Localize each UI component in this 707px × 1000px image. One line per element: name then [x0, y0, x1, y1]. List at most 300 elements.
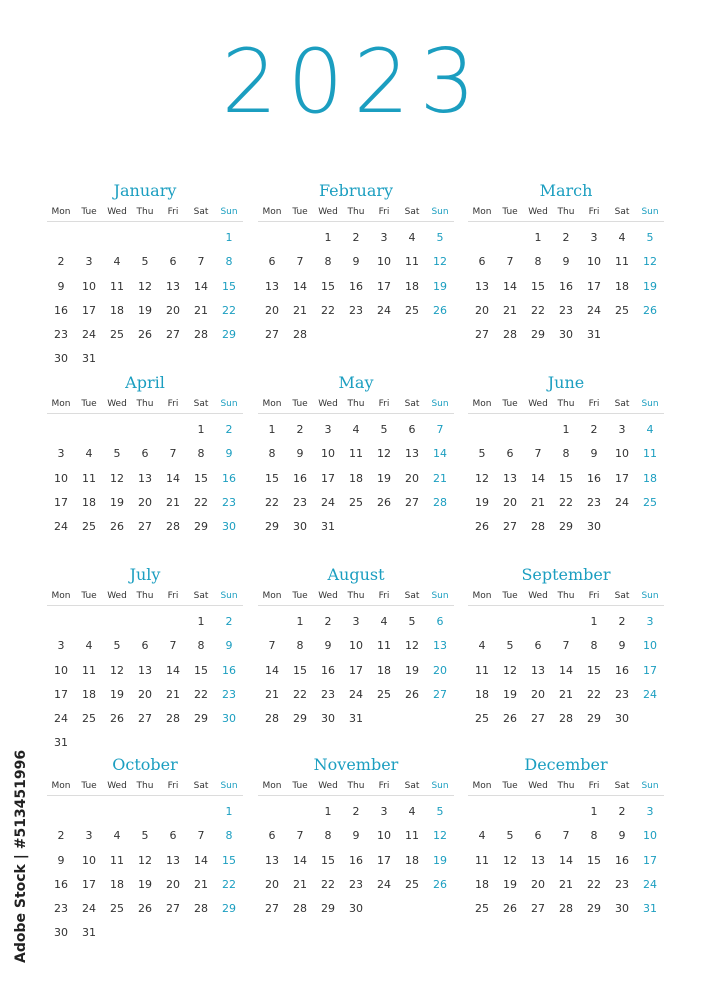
stock-watermark [10, 749, 32, 970]
day-cell: 27 [166, 328, 180, 342]
month-grid [258, 204, 454, 347]
month-grid [468, 396, 664, 539]
empty-day-cell [468, 226, 496, 250]
day-cell: 19 [110, 495, 124, 509]
empty-day-cell [496, 610, 524, 634]
weekday-header: Tue [502, 399, 518, 409]
day-cell: 16 [321, 663, 335, 677]
day-cell: 13 [503, 471, 517, 485]
day-cell: 9 [324, 639, 332, 653]
day-cell: 2 [618, 615, 626, 628]
day-cell: 25 [615, 303, 629, 317]
month-grid [258, 588, 454, 731]
day-cell: 10 [587, 255, 601, 269]
day-cell: 12 [138, 853, 152, 867]
day-cell: 29 [194, 520, 208, 534]
day-cell: 21 [559, 687, 573, 701]
day-cell: 27 [475, 328, 489, 342]
day-cell: 11 [82, 663, 96, 677]
day-cell: 4 [478, 639, 486, 653]
day-cell: 3 [324, 423, 332, 436]
day-cell: 16 [587, 471, 601, 485]
empty-day-cell [47, 800, 75, 824]
day-cell: 31 [349, 712, 363, 726]
month-grid [47, 396, 243, 539]
sunday-day-cell: 7 [436, 423, 444, 436]
header-divider [47, 413, 243, 414]
day-cell: 4 [408, 231, 416, 244]
header-divider [258, 795, 454, 796]
day-cell: 15 [194, 471, 208, 485]
day-cell: 8 [590, 829, 598, 843]
header-divider [47, 795, 243, 796]
weekday-header: Sat [193, 591, 209, 601]
day-cell: 28 [293, 902, 307, 916]
sunday-day-cell: 25 [643, 495, 657, 509]
weekday-header: Tue [292, 781, 308, 791]
day-cell: 9 [618, 639, 626, 653]
weekday-header: Thu [557, 399, 575, 409]
sunday-day-cell: 1 [225, 805, 233, 818]
weekday-header: Thu [347, 207, 365, 217]
day-cell: 28 [559, 902, 573, 916]
day-cell: 14 [293, 279, 307, 293]
weekday-header: Sat [404, 781, 420, 791]
day-cell: 21 [194, 303, 208, 317]
day-cell: 17 [82, 877, 96, 891]
day-cell: 20 [531, 687, 545, 701]
weekday-header: Sun [641, 591, 659, 601]
weekday-header: Tue [292, 399, 308, 409]
day-cell: 18 [475, 687, 489, 701]
day-cell: 30 [615, 712, 629, 726]
day-cell: 17 [54, 495, 68, 509]
day-cell: 3 [85, 255, 93, 269]
sunday-day-cell: 29 [222, 328, 236, 342]
day-cell: 24 [82, 328, 96, 342]
weekday-header: Thu [347, 591, 365, 601]
day-cell: 9 [618, 829, 626, 843]
header-divider [468, 605, 664, 606]
empty-day-cell [131, 226, 159, 250]
day-cell: 18 [405, 853, 419, 867]
day-cell: 16 [559, 279, 573, 293]
weekday-header: Sun [431, 781, 449, 791]
day-cell: 26 [405, 687, 419, 701]
empty-day-cell [258, 226, 286, 250]
weekday-header: Wed [528, 399, 548, 409]
day-cell: 21 [293, 303, 307, 317]
day-cell: 10 [377, 255, 391, 269]
weekday-header: Sun [220, 781, 238, 791]
day-cell: 10 [321, 447, 335, 461]
day-cell: 2 [562, 231, 570, 244]
month-march [468, 178, 664, 347]
day-cell: 19 [138, 877, 152, 891]
weekday-header: Tue [502, 207, 518, 217]
day-cell: 24 [377, 303, 391, 317]
day-cell: 24 [54, 712, 68, 726]
day-cell: 25 [377, 687, 391, 701]
day-cell: 23 [615, 687, 629, 701]
weekday-header: Tue [292, 591, 308, 601]
month-june [468, 370, 664, 539]
day-cell: 8 [324, 829, 332, 843]
sunday-day-cell: 11 [643, 447, 657, 461]
sunday-day-cell: 31 [643, 902, 657, 916]
stock-watermark-text: Adobe Stock | #513451996 [13, 749, 29, 963]
month-april [47, 370, 243, 539]
day-cell: 12 [503, 853, 517, 867]
month-may [258, 370, 454, 539]
day-cell: 3 [590, 231, 598, 244]
header-divider [258, 413, 454, 414]
weekday-header: Wed [528, 781, 548, 791]
day-cell: 23 [54, 902, 68, 916]
day-cell: 18 [405, 279, 419, 293]
header-divider [47, 605, 243, 606]
sunday-day-cell: 27 [433, 687, 447, 701]
day-cell: 20 [503, 495, 517, 509]
day-cell: 28 [166, 712, 180, 726]
month-october [47, 752, 243, 946]
weekday-header: Tue [81, 207, 97, 217]
day-cell: 26 [138, 902, 152, 916]
day-cell: 11 [377, 639, 391, 653]
day-cell: 11 [475, 663, 489, 677]
day-cell: 25 [475, 712, 489, 726]
day-cell: 26 [110, 712, 124, 726]
sunday-day-cell: 1 [225, 231, 233, 244]
day-cell: 21 [559, 877, 573, 891]
day-cell: 1 [590, 615, 598, 628]
day-cell: 23 [349, 877, 363, 891]
day-cell: 7 [169, 639, 177, 653]
day-cell: 24 [54, 520, 68, 534]
day-cell: 20 [405, 471, 419, 485]
weekday-header: Wed [318, 591, 338, 601]
day-cell: 21 [265, 687, 279, 701]
day-cell: 15 [559, 471, 573, 485]
weekday-header: Tue [81, 591, 97, 601]
day-cell: 24 [587, 303, 601, 317]
sunday-day-cell: 29 [222, 902, 236, 916]
day-cell: 25 [82, 712, 96, 726]
day-cell: 12 [110, 663, 124, 677]
empty-day-cell [496, 800, 524, 824]
day-cell: 11 [615, 255, 629, 269]
day-cell: 22 [559, 495, 573, 509]
empty-day-cell [468, 418, 496, 442]
day-cell: 18 [377, 663, 391, 677]
day-cell: 19 [503, 687, 517, 701]
day-cell: 2 [57, 829, 65, 843]
weekday-header: Sun [220, 207, 238, 217]
day-cell: 20 [138, 495, 152, 509]
sunday-day-cell: 9 [225, 447, 233, 461]
month-title: November [313, 755, 399, 774]
day-cell: 8 [590, 639, 598, 653]
day-cell: 29 [531, 328, 545, 342]
day-cell: 5 [506, 829, 514, 843]
month-title: March [539, 181, 593, 200]
month-title: February [318, 181, 394, 200]
day-cell: 22 [194, 687, 208, 701]
weekday-header: Wed [107, 399, 127, 409]
sunday-day-cell: 30 [222, 712, 236, 726]
day-cell: 19 [405, 663, 419, 677]
day-cell: 4 [352, 423, 360, 436]
day-cell: 30 [321, 712, 335, 726]
weekday-header: Sat [614, 207, 630, 217]
day-cell: 20 [531, 877, 545, 891]
weekday-header: Fri [378, 781, 390, 791]
weekday-header: Sun [431, 207, 449, 217]
weekday-header: Fri [167, 207, 179, 217]
day-cell: 23 [349, 303, 363, 317]
weekday-header: Tue [81, 399, 97, 409]
day-cell: 12 [405, 639, 419, 653]
day-cell: 16 [54, 303, 68, 317]
day-cell: 30 [293, 520, 307, 534]
day-cell: 13 [405, 447, 419, 461]
day-cell: 23 [321, 687, 335, 701]
weekday-header: Wed [107, 591, 127, 601]
day-cell: 24 [321, 495, 335, 509]
day-cell: 8 [562, 447, 570, 461]
day-cell: 15 [293, 663, 307, 677]
day-cell: 30 [54, 926, 68, 940]
month-title: June [547, 373, 585, 392]
weekday-header: Mon [262, 399, 282, 409]
day-cell: 31 [321, 520, 335, 534]
sunday-day-cell: 26 [433, 303, 447, 317]
day-cell: 16 [349, 853, 363, 867]
day-cell: 13 [138, 471, 152, 485]
weekday-header: Sat [193, 207, 209, 217]
sunday-day-cell: 8 [225, 255, 233, 269]
weekday-header: Fri [378, 399, 390, 409]
day-cell: 17 [377, 279, 391, 293]
day-cell: 7 [197, 829, 205, 843]
empty-day-cell [75, 418, 103, 442]
day-cell: 11 [405, 829, 419, 843]
day-cell: 6 [534, 829, 542, 843]
day-cell: 27 [138, 520, 152, 534]
weekday-header: Sun [431, 399, 449, 409]
sunday-day-cell: 3 [646, 805, 654, 818]
day-cell: 19 [503, 877, 517, 891]
day-cell: 27 [138, 712, 152, 726]
day-cell: 29 [194, 712, 208, 726]
day-cell: 28 [559, 712, 573, 726]
weekday-header: Thu [347, 399, 365, 409]
sunday-day-cell: 30 [222, 520, 236, 534]
day-cell: 4 [380, 615, 388, 628]
month-grid [47, 588, 243, 756]
day-cell: 10 [615, 447, 629, 461]
day-cell: 5 [408, 615, 416, 628]
day-cell: 31 [82, 352, 96, 366]
empty-day-cell [552, 800, 580, 824]
sunday-day-cell: 18 [643, 471, 657, 485]
month-january [47, 178, 243, 372]
day-cell: 21 [194, 877, 208, 891]
sunday-day-cell: 4 [646, 423, 654, 436]
day-cell: 6 [141, 639, 149, 653]
day-cell: 6 [169, 829, 177, 843]
day-cell: 20 [265, 877, 279, 891]
day-cell: 16 [615, 663, 629, 677]
sunday-day-cell: 12 [433, 255, 447, 269]
day-cell: 9 [590, 447, 598, 461]
weekday-header: Wed [318, 399, 338, 409]
day-cell: 29 [293, 712, 307, 726]
sunday-day-cell: 10 [643, 829, 657, 843]
day-cell: 29 [265, 520, 279, 534]
day-cell: 11 [110, 279, 124, 293]
weekday-header: Sun [220, 591, 238, 601]
sunday-day-cell: 23 [222, 495, 236, 509]
month-grid [47, 778, 243, 946]
day-cell: 14 [166, 471, 180, 485]
day-cell: 20 [166, 303, 180, 317]
sunday-day-cell: 12 [643, 255, 657, 269]
day-cell: 26 [503, 712, 517, 726]
day-cell: 7 [268, 639, 276, 653]
day-cell: 10 [82, 853, 96, 867]
day-cell: 6 [478, 255, 486, 269]
weekday-header: Sun [431, 591, 449, 601]
weekday-header: Mon [51, 399, 71, 409]
day-cell: 12 [138, 279, 152, 293]
day-cell: 3 [380, 231, 388, 244]
sunday-day-cell: 19 [433, 279, 447, 293]
day-cell: 29 [587, 902, 601, 916]
header-divider [468, 413, 664, 414]
day-cell: 18 [82, 687, 96, 701]
day-cell: 19 [475, 495, 489, 509]
day-cell: 27 [405, 495, 419, 509]
day-cell: 22 [293, 687, 307, 701]
day-cell: 1 [268, 423, 276, 436]
sunday-day-cell: 16 [222, 663, 236, 677]
day-cell: 6 [506, 447, 514, 461]
day-cell: 7 [169, 447, 177, 461]
weekday-header: Tue [502, 591, 518, 601]
day-cell: 22 [321, 877, 335, 891]
day-cell: 28 [194, 328, 208, 342]
day-cell: 8 [296, 639, 304, 653]
month-title: July [129, 565, 161, 584]
month-grid [47, 204, 243, 372]
day-cell: 16 [293, 471, 307, 485]
empty-day-cell [75, 610, 103, 634]
sunday-day-cell: 21 [433, 471, 447, 485]
day-cell: 22 [265, 495, 279, 509]
day-cell: 18 [110, 303, 124, 317]
day-cell: 11 [349, 447, 363, 461]
empty-day-cell [47, 418, 75, 442]
sunday-day-cell: 23 [222, 687, 236, 701]
empty-day-cell [103, 610, 131, 634]
day-cell: 14 [194, 279, 208, 293]
weekday-header: Fri [378, 591, 390, 601]
day-cell: 15 [587, 663, 601, 677]
day-cell: 20 [166, 877, 180, 891]
day-cell: 12 [377, 447, 391, 461]
day-cell: 27 [265, 902, 279, 916]
day-cell: 14 [559, 663, 573, 677]
day-cell: 13 [166, 853, 180, 867]
day-cell: 4 [478, 829, 486, 843]
day-cell: 25 [475, 902, 489, 916]
day-cell: 13 [265, 853, 279, 867]
weekday-header: Fri [588, 207, 600, 217]
sunday-day-cell: 5 [646, 231, 654, 244]
day-cell: 15 [531, 279, 545, 293]
day-cell: 21 [503, 303, 517, 317]
day-cell: 28 [503, 328, 517, 342]
day-cell: 14 [531, 471, 545, 485]
day-cell: 23 [587, 495, 601, 509]
day-cell: 18 [110, 877, 124, 891]
day-cell: 7 [296, 829, 304, 843]
day-cell: 7 [197, 255, 205, 269]
sunday-day-cell: 17 [643, 663, 657, 677]
day-cell: 17 [377, 853, 391, 867]
day-cell: 20 [475, 303, 489, 317]
empty-day-cell [524, 800, 552, 824]
weekday-header: Sat [404, 207, 420, 217]
empty-day-cell [496, 418, 524, 442]
day-cell: 1 [562, 423, 570, 436]
sunday-day-cell: 14 [433, 447, 447, 461]
day-cell: 8 [534, 255, 542, 269]
sunday-day-cell: 6 [436, 615, 444, 628]
day-cell: 25 [349, 495, 363, 509]
day-cell: 2 [352, 805, 360, 818]
day-cell: 28 [166, 520, 180, 534]
empty-day-cell [286, 800, 314, 824]
day-cell: 1 [197, 423, 205, 436]
month-grid [468, 778, 664, 921]
weekday-header: Mon [51, 207, 71, 217]
day-cell: 23 [559, 303, 573, 317]
sunday-day-cell: 12 [433, 829, 447, 843]
day-cell: 26 [503, 902, 517, 916]
weekday-header: Fri [378, 207, 390, 217]
day-cell: 2 [352, 231, 360, 244]
day-cell: 8 [197, 639, 205, 653]
day-cell: 10 [349, 639, 363, 653]
day-cell: 29 [559, 520, 573, 534]
day-cell: 28 [293, 328, 307, 342]
month-title: September [521, 565, 611, 584]
month-title: April [125, 373, 165, 392]
day-cell: 7 [534, 447, 542, 461]
day-cell: 3 [618, 423, 626, 436]
day-cell: 12 [475, 471, 489, 485]
day-cell: 6 [534, 639, 542, 653]
month-grid [468, 204, 664, 347]
day-cell: 29 [321, 902, 335, 916]
header-divider [258, 221, 454, 222]
sunday-day-cell: 2 [225, 615, 233, 628]
day-cell: 24 [349, 687, 363, 701]
day-cell: 30 [587, 520, 601, 534]
empty-day-cell [258, 800, 286, 824]
